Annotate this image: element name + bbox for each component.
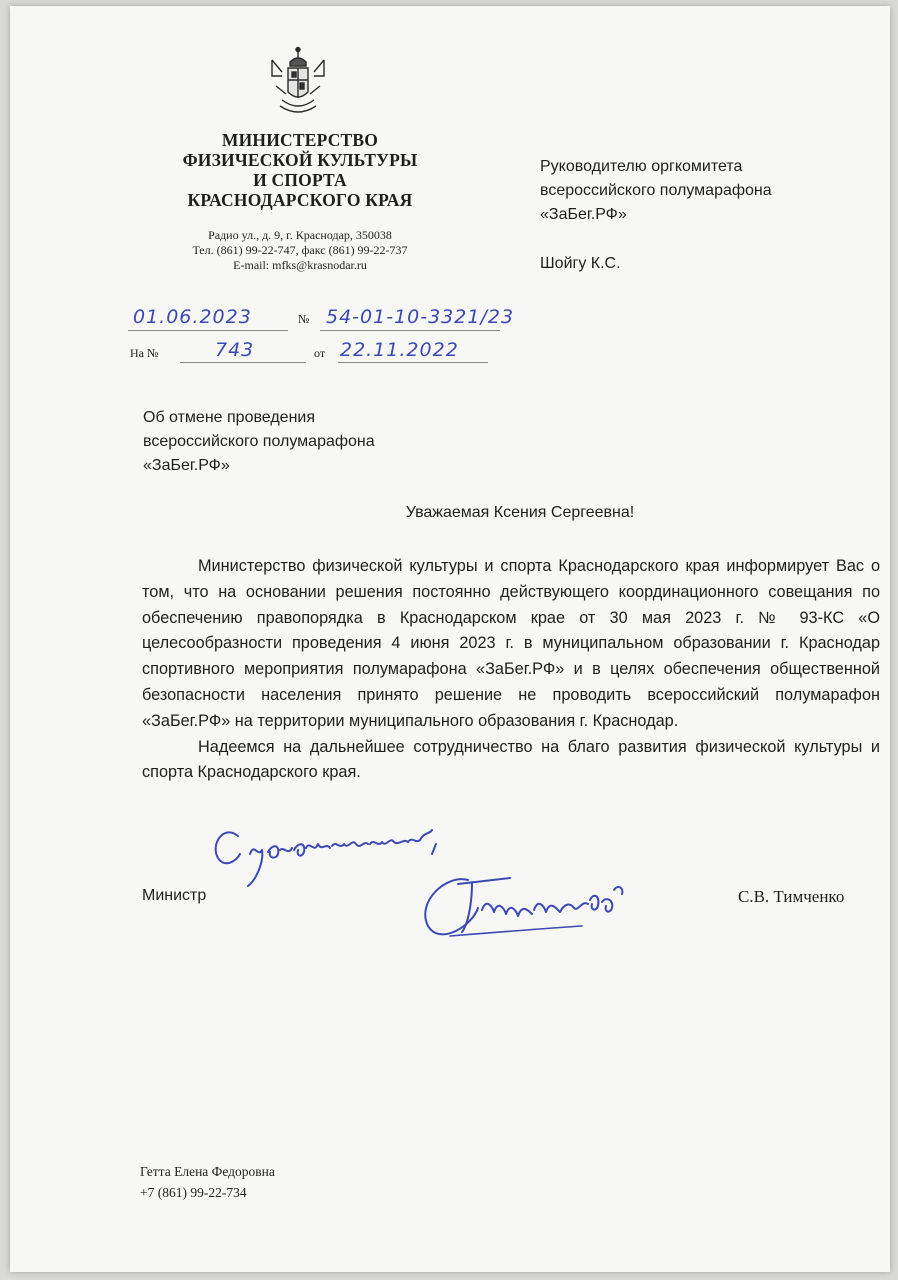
org-line: МИНИСТЕРСТВО <box>221 130 379 150</box>
handwritten-signature <box>210 814 670 964</box>
number-label: № <box>298 312 310 326</box>
date-underline <box>128 330 288 331</box>
reference-date: 22.11.2022 <box>340 339 459 361</box>
org-line: И СПОРТА <box>253 170 347 190</box>
signatory-name: С.В. Тимченко <box>738 887 845 906</box>
addressee-line: Руководителю оргкомитета <box>540 158 743 175</box>
number-underline <box>320 330 500 331</box>
body-paragraph: Надеемся на дальнейшее сотрудничество на благо развития физической культуры и спорта Краснодарского края. <box>142 737 880 782</box>
coat-of-arms-icon <box>262 46 334 118</box>
executor-phone: +7 (861) 99-22-734 <box>140 1185 247 1200</box>
signatory-position: Министр <box>142 887 207 904</box>
letter-subject <box>143 406 473 478</box>
reference-number: 743 <box>215 339 255 361</box>
registration-number: 54-01-10-3321/23 <box>326 306 515 328</box>
registration-date: 01.06.2023 <box>133 306 252 328</box>
organization-contacts <box>150 228 450 273</box>
subject-line: «ЗаБег.РФ» <box>143 457 230 474</box>
letter-page <box>10 6 890 1272</box>
letter-body <box>142 554 880 786</box>
reference-label: На № <box>130 346 159 360</box>
org-address: Радио ул., д. 9, г. Краснодар, 350038 <box>208 228 392 242</box>
addressee-line: «ЗаБег.РФ» <box>540 206 627 223</box>
org-line: ФИЗИЧЕСКОЙ КУЛЬТУРЫ <box>182 150 418 170</box>
organization-name <box>150 130 450 210</box>
subject-line: Об отмене проведения <box>143 409 316 426</box>
org-line: КРАСНОДАРСКОГО КРАЯ <box>187 190 413 210</box>
subject-line: всероссийского полумарафона <box>143 433 375 450</box>
org-email: E-mail: mfks@krasnodar.ru <box>233 258 367 272</box>
ref-date-underline <box>338 362 488 363</box>
from-label: от <box>314 346 326 360</box>
executor-name: Гетта Елена Федоровна <box>140 1164 275 1179</box>
body-paragraph: Министерство физической культуры и спорта Краснодарского края информирует Вас о том, что на основании решения постоянно действующего координационного совещания по обеспечению правопорядка в Краснодарском крае от 30 мая 2023 г. № 93-КС «О целесообразности проведения 4 июня 2023 г. в муниципальном образовании г. Краснодар спортивного мероприятия полумарафона «ЗаБег.РФ» и в целях обеспечения общественной безопасности населения принято решение не проводить всероссийский полумарафон «ЗаБег.РФ» на территории муниципального образования г. Краснодар. <box>142 557 880 730</box>
greeting: Уважаемая Ксения Сергеевна! <box>405 504 635 521</box>
ref-underline <box>180 362 306 363</box>
org-phone: Тел. (861) 99-22-747, факс (861) 99-22-737 <box>192 243 408 257</box>
addressee-block <box>540 155 860 227</box>
addressee-line: всероссийского полумарафона <box>540 182 772 199</box>
executor-block <box>140 1161 275 1203</box>
addressee-name: Шойгу К.С. <box>540 255 621 272</box>
